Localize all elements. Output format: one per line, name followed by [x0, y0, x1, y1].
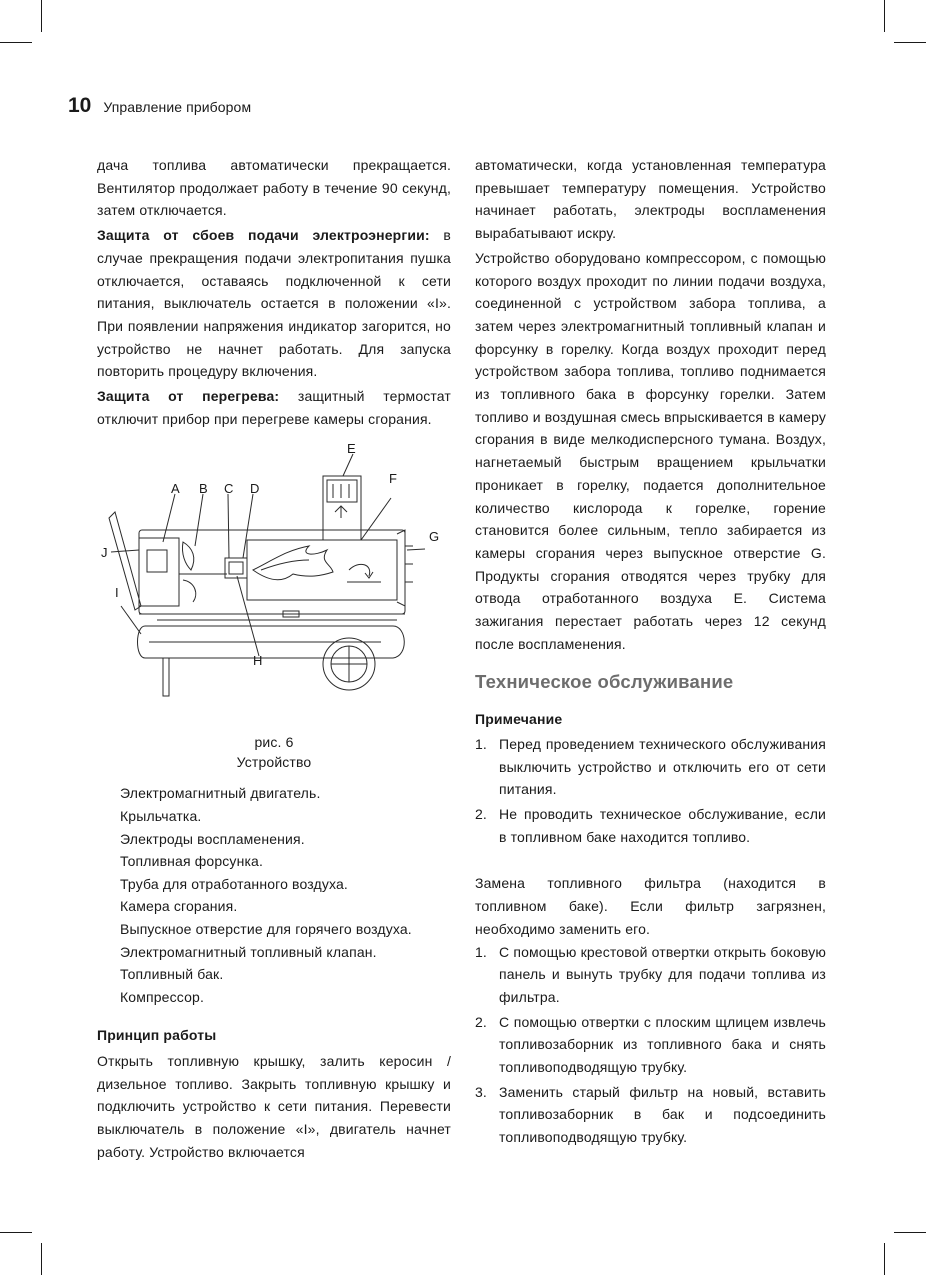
figure-label-i: I — [115, 585, 119, 601]
crop-mark-top-left — [41, 0, 42, 32]
figure-label-c: C — [224, 481, 234, 497]
paragraph — [97, 385, 451, 430]
page-number: 10 — [68, 94, 92, 117]
list-text: Перед проведением технического обслуживания выключить устройство и отключить его от сети питания. — [499, 735, 826, 798]
figure-caption — [97, 732, 451, 772]
list-number: 2. — [475, 1013, 487, 1030]
note-list — [475, 733, 826, 849]
heater-diagram — [97, 446, 451, 728]
figure-label-a: A — [171, 481, 180, 497]
list-item — [475, 803, 826, 848]
filter-steps — [475, 941, 826, 1149]
legend-item: Топливная форсунка. — [120, 853, 264, 870]
figure-label-b: B — [199, 481, 208, 497]
list-number: 3. — [475, 1083, 487, 1100]
list-item — [475, 1011, 826, 1079]
legend-item: Компрессор. — [120, 988, 204, 1005]
crop-mark-bottom-right — [884, 1243, 885, 1275]
paragraph-body: защитный термостат отключит прибор при перегреве камеры сгорания. — [97, 388, 451, 427]
list-item — [475, 733, 826, 801]
legend-item: Электромагнитный двигатель. — [120, 785, 321, 802]
crop-mark-top-right-h — [894, 42, 926, 43]
paragraph: Устройство оборудовано компрессором, с помощью которого воздух проходит по линии подачи воздуха, соединенной с устройством забора топлива, а затем через электромагнитный топливный клапан и форсунку в горелку. Когда воздух проходит перед устройством забора топлива, топливо поднимается из топливного бака в форсунку горелки. Затем топливо и воздушная смесь впрыскивается в камеру сгорания в виде мелкодисперсного тумана. Воздух, нагнетаемый быстрым вращением крыльчатки проникает в горелку, подается дополнительное количество кислорода к горелке, горение становится более сильным, тепло забирается из камеры сгорания через выпускное отверстие G. Продукты сгорания отводятся через трубку для отвода отработанного воздуха E. Система зажигания перестает работать через 12 секунд после воспламенения. — [475, 249, 826, 652]
list-item — [475, 1081, 826, 1149]
left-column — [97, 154, 451, 1164]
list-text: С помощью крестовой отвертки открыть боковую панель и вынуть трубку для подачи топлива из фильтра. — [499, 943, 826, 1005]
principle-heading: Принцип работы — [97, 1027, 217, 1044]
paragraph: автоматически, когда установленная температура превышает температуру помещения. Устройство начинает работать, электроды воспламенения вырабатывают искру. — [475, 157, 826, 242]
crop-mark-bottom-right-h — [894, 1232, 926, 1233]
figure-label-d: D — [250, 481, 260, 497]
device-figure — [97, 441, 451, 728]
legend-item: Электроды воспламенения. — [120, 830, 305, 847]
running-title: Управление прибором — [103, 99, 252, 115]
paragraph-lead: Защита от сбоев подачи электроэнергии: — [97, 227, 430, 244]
figure-label-f: F — [389, 471, 398, 487]
legend-item: Топливный бак. — [120, 966, 224, 983]
legend-item: Крыльчатка. — [120, 808, 202, 825]
paragraph: дача топлива автоматически прекращается. Вентилятор продолжает работу в течение 90 секунд, затем отключается. — [97, 157, 451, 219]
crop-mark-top-right — [884, 0, 885, 32]
principle-paragraph: Открыть топливную крышку, залить керосин / дизельное топливо. Закрыть топливную крышку и подключить устройство к сети питания. Перевести выключатель в положение «I», двигатель начнет работу. Устройство включается — [97, 1053, 451, 1160]
list-text: Не проводить техническое обслуживание, если в топливном баке находится топливо. — [499, 805, 826, 845]
legend-item: Камера сгорания. — [120, 898, 238, 915]
figure-label-g: G — [429, 529, 440, 545]
filter-intro: Замена топливного фильтра (находится в топливном баке). Если фильтр загрязнен, необходимо заменить его. — [475, 875, 826, 937]
paragraph-body: в случае прекращения подачи электропитания пушка отключается, оставаясь подключенной к сети питания, выключатель остается в положении «I». При появлении напряжения индикатор загорится, но устройство не начнет работать. Для запуска повторить процедуру включения. — [97, 227, 451, 380]
list-text: С помощью отвертки с плоским щлицем извлечь топливозаборник из топливного бака и снять топливоподводящую трубку. — [499, 1013, 826, 1076]
crop-mark-bottom-left-h — [0, 1232, 32, 1233]
caption-number: рис. 6 — [254, 734, 294, 751]
crop-mark-bottom-left — [41, 1243, 42, 1275]
list-text: Заменить старый фильтр на новый, вставить топливозаборник в бак и подсоединить топливоподводящую трубку. — [499, 1083, 826, 1146]
figure-label-e: E — [347, 441, 356, 457]
list-number: 2. — [475, 805, 487, 822]
maintenance-heading: Техническое обслуживание — [475, 671, 734, 693]
paragraph — [97, 224, 451, 383]
figure-label-h: H — [253, 653, 263, 669]
list-number: 1. — [475, 943, 487, 960]
list-number: 1. — [475, 735, 487, 752]
legend-item: Выпускное отверстие для горячего воздуха. — [120, 921, 412, 937]
right-column — [475, 154, 826, 1151]
list-item — [475, 941, 826, 1009]
figure-legend — [97, 782, 451, 1008]
legend-item: Электромагнитный топливный клапан. — [120, 943, 377, 960]
paragraph-lead: Защита от перегрева: — [97, 388, 280, 405]
figure-label-j: J — [101, 545, 108, 561]
caption-title: Устройство — [236, 754, 312, 771]
note-heading: Примечание — [475, 711, 563, 728]
legend-item: Труба для отработанного воздуха. — [120, 875, 348, 892]
page-header — [68, 94, 251, 122]
crop-mark-top-left-h — [0, 42, 32, 43]
